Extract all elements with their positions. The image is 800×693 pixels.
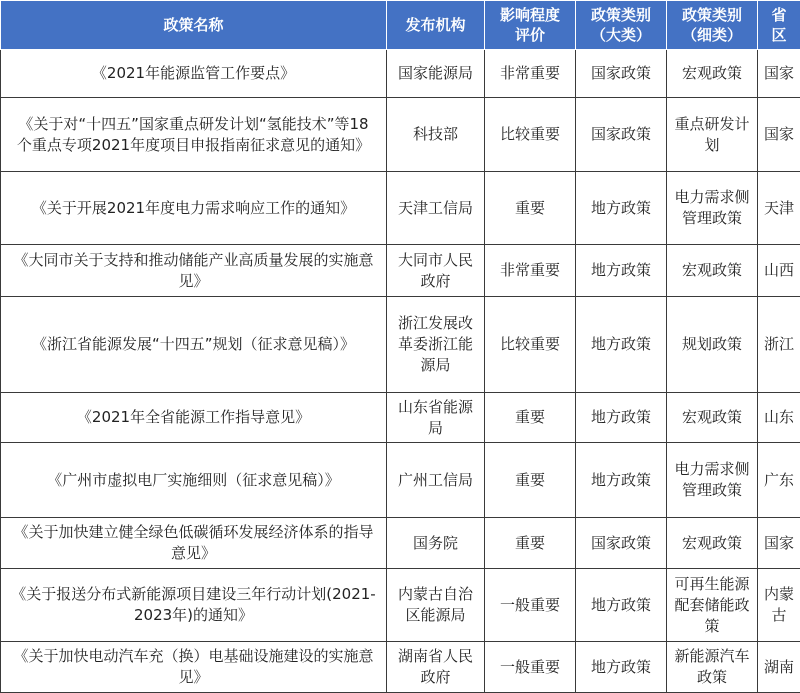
province-cell: 山东	[758, 393, 800, 443]
category-major-cell: 国家政策	[576, 518, 667, 569]
policy-name-cell: 《浙江省能源发展“十四五”规划（征求意见稿）》	[1, 297, 387, 393]
policy-name-cell: 《关于加快电动汽车充（换）电基础设施建设的实施意见》	[1, 642, 387, 693]
table-row	[1, 569, 800, 642]
header-major-line2: （大类）	[591, 26, 651, 44]
policy-name-cell: 《关于报送分布式新能源项目建设三年行动计划(2021-2023年)的通知》	[1, 569, 387, 642]
category-minor-cell: 电力需求侧管理政策	[667, 443, 758, 518]
issuer-cell: 科技部	[387, 98, 485, 172]
issuer-cell: 内蒙古自治区能源局	[387, 569, 485, 642]
table-row	[1, 297, 800, 393]
province-cell: 天津	[758, 172, 800, 245]
header-impact	[485, 1, 576, 50]
impact-cell: 比较重要	[485, 297, 576, 393]
category-minor-cell: 重点研发计划	[667, 98, 758, 172]
issuer-cell: 天津工信局	[387, 172, 485, 245]
issuer-cell: 国务院	[387, 518, 485, 569]
category-major-cell: 地方政策	[576, 642, 667, 693]
category-minor-cell: 宏观政策	[667, 393, 758, 443]
category-minor-cell: 新能源汽车政策	[667, 642, 758, 693]
category-major-cell: 地方政策	[576, 172, 667, 245]
header-category-major	[576, 1, 667, 50]
province-cell: 国家	[758, 98, 800, 172]
category-major-cell: 地方政策	[576, 245, 667, 297]
category-minor-cell: 电力需求侧管理政策	[667, 172, 758, 245]
header-policy-name-label: 政策名称	[163, 16, 223, 34]
header-minor-line1: 政策类别	[682, 6, 742, 24]
policy-name-cell: 《2021年能源监管工作要点》	[1, 50, 387, 98]
impact-cell: 一般重要	[485, 642, 576, 693]
header-province-line2: 区	[771, 26, 786, 44]
province-cell: 湖南	[758, 642, 800, 693]
header-minor-line2: （细类）	[682, 26, 742, 44]
header-policy-name	[1, 1, 387, 50]
policy-name-cell: 《关于对“十四五”国家重点研发计划“氢能技术”等18个重点专项2021年度项目申报指南征求意见的通知》	[1, 98, 387, 172]
header-province	[758, 1, 800, 50]
impact-cell: 重要	[485, 172, 576, 245]
category-minor-cell: 规划政策	[667, 297, 758, 393]
category-minor-cell: 宏观政策	[667, 245, 758, 297]
category-major-cell: 地方政策	[576, 443, 667, 518]
category-minor-cell: 可再生能源配套储能政策	[667, 569, 758, 642]
table-row	[1, 172, 800, 245]
header-issuer-label: 发布机构	[405, 16, 465, 34]
table-row	[1, 98, 800, 172]
policy-name-cell: 《关于开展2021年度电力需求响应工作的通知》	[1, 172, 387, 245]
category-minor-cell: 宏观政策	[667, 50, 758, 98]
header-impact-line2: 评价	[515, 26, 545, 44]
policy-name-cell: 《广州市虚拟电厂实施细则（征求意见稿）》	[1, 443, 387, 518]
province-cell: 山西	[758, 245, 800, 297]
policy-name-cell: 《2021年全省能源工作指导意见》	[1, 393, 387, 443]
issuer-cell: 广州工信局	[387, 443, 485, 518]
impact-cell: 一般重要	[485, 569, 576, 642]
province-cell: 国家	[758, 50, 800, 98]
category-major-cell: 地方政策	[576, 393, 667, 443]
table-row	[1, 443, 800, 518]
header-row	[1, 1, 800, 50]
header-category-minor	[667, 1, 758, 50]
category-major-cell: 国家政策	[576, 50, 667, 98]
table-row	[1, 245, 800, 297]
table-row	[1, 518, 800, 569]
province-cell: 浙江	[758, 297, 800, 393]
category-major-cell: 地方政策	[576, 297, 667, 393]
province-cell: 国家	[758, 518, 800, 569]
impact-cell: 非常重要	[485, 245, 576, 297]
table-row	[1, 642, 800, 693]
issuer-cell: 大同市人民政府	[387, 245, 485, 297]
table-row	[1, 393, 800, 443]
impact-cell: 比较重要	[485, 98, 576, 172]
province-cell: 内蒙古	[758, 569, 800, 642]
issuer-cell: 湖南省人民政府	[387, 642, 485, 693]
province-cell: 广东	[758, 443, 800, 518]
impact-cell: 非常重要	[485, 50, 576, 98]
impact-cell: 重要	[485, 393, 576, 443]
category-minor-cell: 宏观政策	[667, 518, 758, 569]
impact-cell: 重要	[485, 443, 576, 518]
header-impact-line1: 影响程度	[500, 6, 560, 24]
header-major-line1: 政策类别	[591, 6, 651, 24]
issuer-cell: 山东省能源局	[387, 393, 485, 443]
issuer-cell: 国家能源局	[387, 50, 485, 98]
header-issuer	[387, 1, 485, 50]
table-row	[1, 50, 800, 98]
header-province-line1: 省	[771, 6, 786, 24]
issuer-cell: 浙江发展改革委浙江能源局	[387, 297, 485, 393]
policy-name-cell: 《关于加快建立健全绿色低碳循环发展经济体系的指导意见》	[1, 518, 387, 569]
policy-name-cell: 《大同市关于支持和推动储能产业高质量发展的实施意见》	[1, 245, 387, 297]
impact-cell: 重要	[485, 518, 576, 569]
category-major-cell: 地方政策	[576, 569, 667, 642]
category-major-cell: 国家政策	[576, 98, 667, 172]
